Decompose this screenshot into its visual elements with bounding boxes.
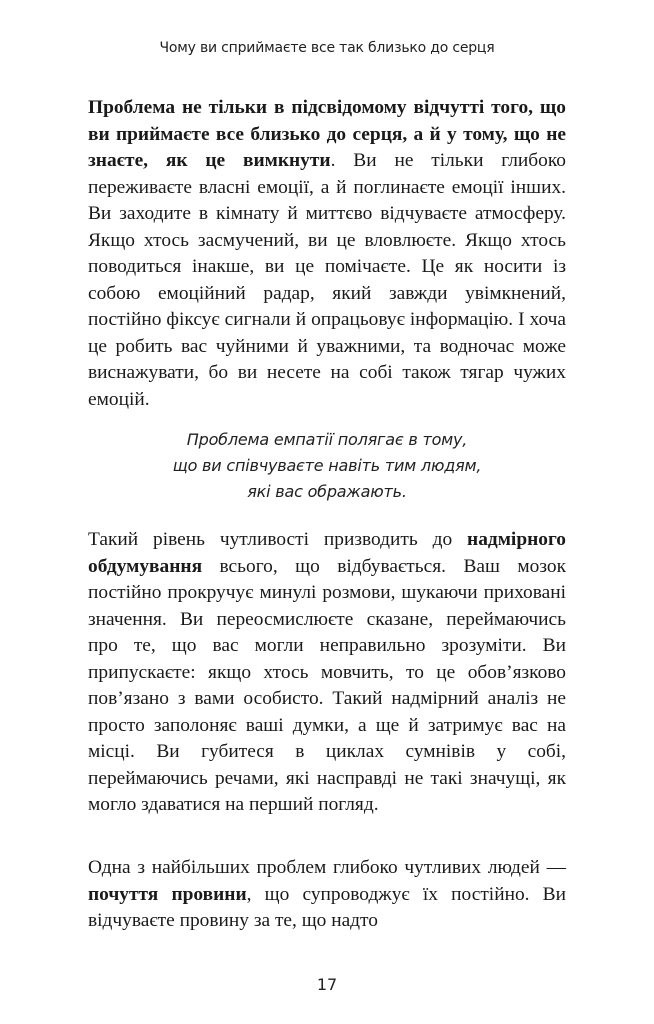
paragraph-1: [88, 95, 566, 413]
paragraph-2-bold: надмірного обдумування: [88, 529, 566, 577]
paragraph-3-text-before: Одна з найбільших проблем глибоко чутливих людей —: [88, 857, 566, 878]
page-number: 17: [316, 975, 338, 994]
paragraph-3-bold: почуття провини: [88, 883, 247, 905]
paragraph-1-bold-lead: Проблема не тільки в підсвідомому відчутті того, що ви приймаєте все близько до серця, а й у тому, що не знаєте, як це вимкнути: [88, 97, 566, 171]
paragraph-3-text-after: , що супроводжує їх постійно. Ви відчуваєте провину за те, що надто: [88, 883, 566, 931]
paragraph-2-text-before: Такий рівень чутливості призводить до: [88, 529, 468, 550]
pull-quote-line-3: які вас ображають.: [247, 482, 407, 501]
paragraph-3: [88, 855, 566, 935]
pull-quote-line-2: що ви співчуваєте навіть тим людям,: [172, 456, 482, 475]
paragraph-2-text-after: всього, що відбувається. Ваш мозок постійно прокручує минулі розмови, шукаючи приховані значення. Ви переосмислюєте сказане, переймаючись про те, що вас могли неправильно зрозуміти. Ви припускаєте: якщо хтось мовчить, то це обов’язково пов’язано з вами особисто. Такий надмірний аналіз не просто заполоняє ваші думки, а ще й затримує вас на місці. Ви губитеся в циклах сумнівів у собі, переймаючись речами, які насправді не такі значущі, як могло здаватися на перший погляд.: [88, 555, 566, 815]
paragraph-2: [88, 527, 566, 819]
paragraph-1-text: . Ви не тільки глибоко переживаєте власні емоції, а й поглинаєте емоції інших. Ви заходите в кімнату й миттєво відчуваєте атмосферу. Якщо хтось засмучений, ви це вловлюєте. Якщо хтось поводиться інакше, ви це помічаєте. Це як носити із собою емоційний радар, який завжди увімкнений, постійно фіксує сигнали й опрацьовує інформацію. І хоча це робить вас чуйними й уважними, та водночас може виснажувати, бо ви несете на собі також тягар чужих емоцій.: [88, 150, 567, 410]
pull-quote-line-1: Проблема емпатії полягає в тому,: [186, 430, 468, 449]
pull-quote: [88, 427, 566, 505]
running-header: Чому ви сприймаєте все так близько до серця: [159, 40, 495, 56]
